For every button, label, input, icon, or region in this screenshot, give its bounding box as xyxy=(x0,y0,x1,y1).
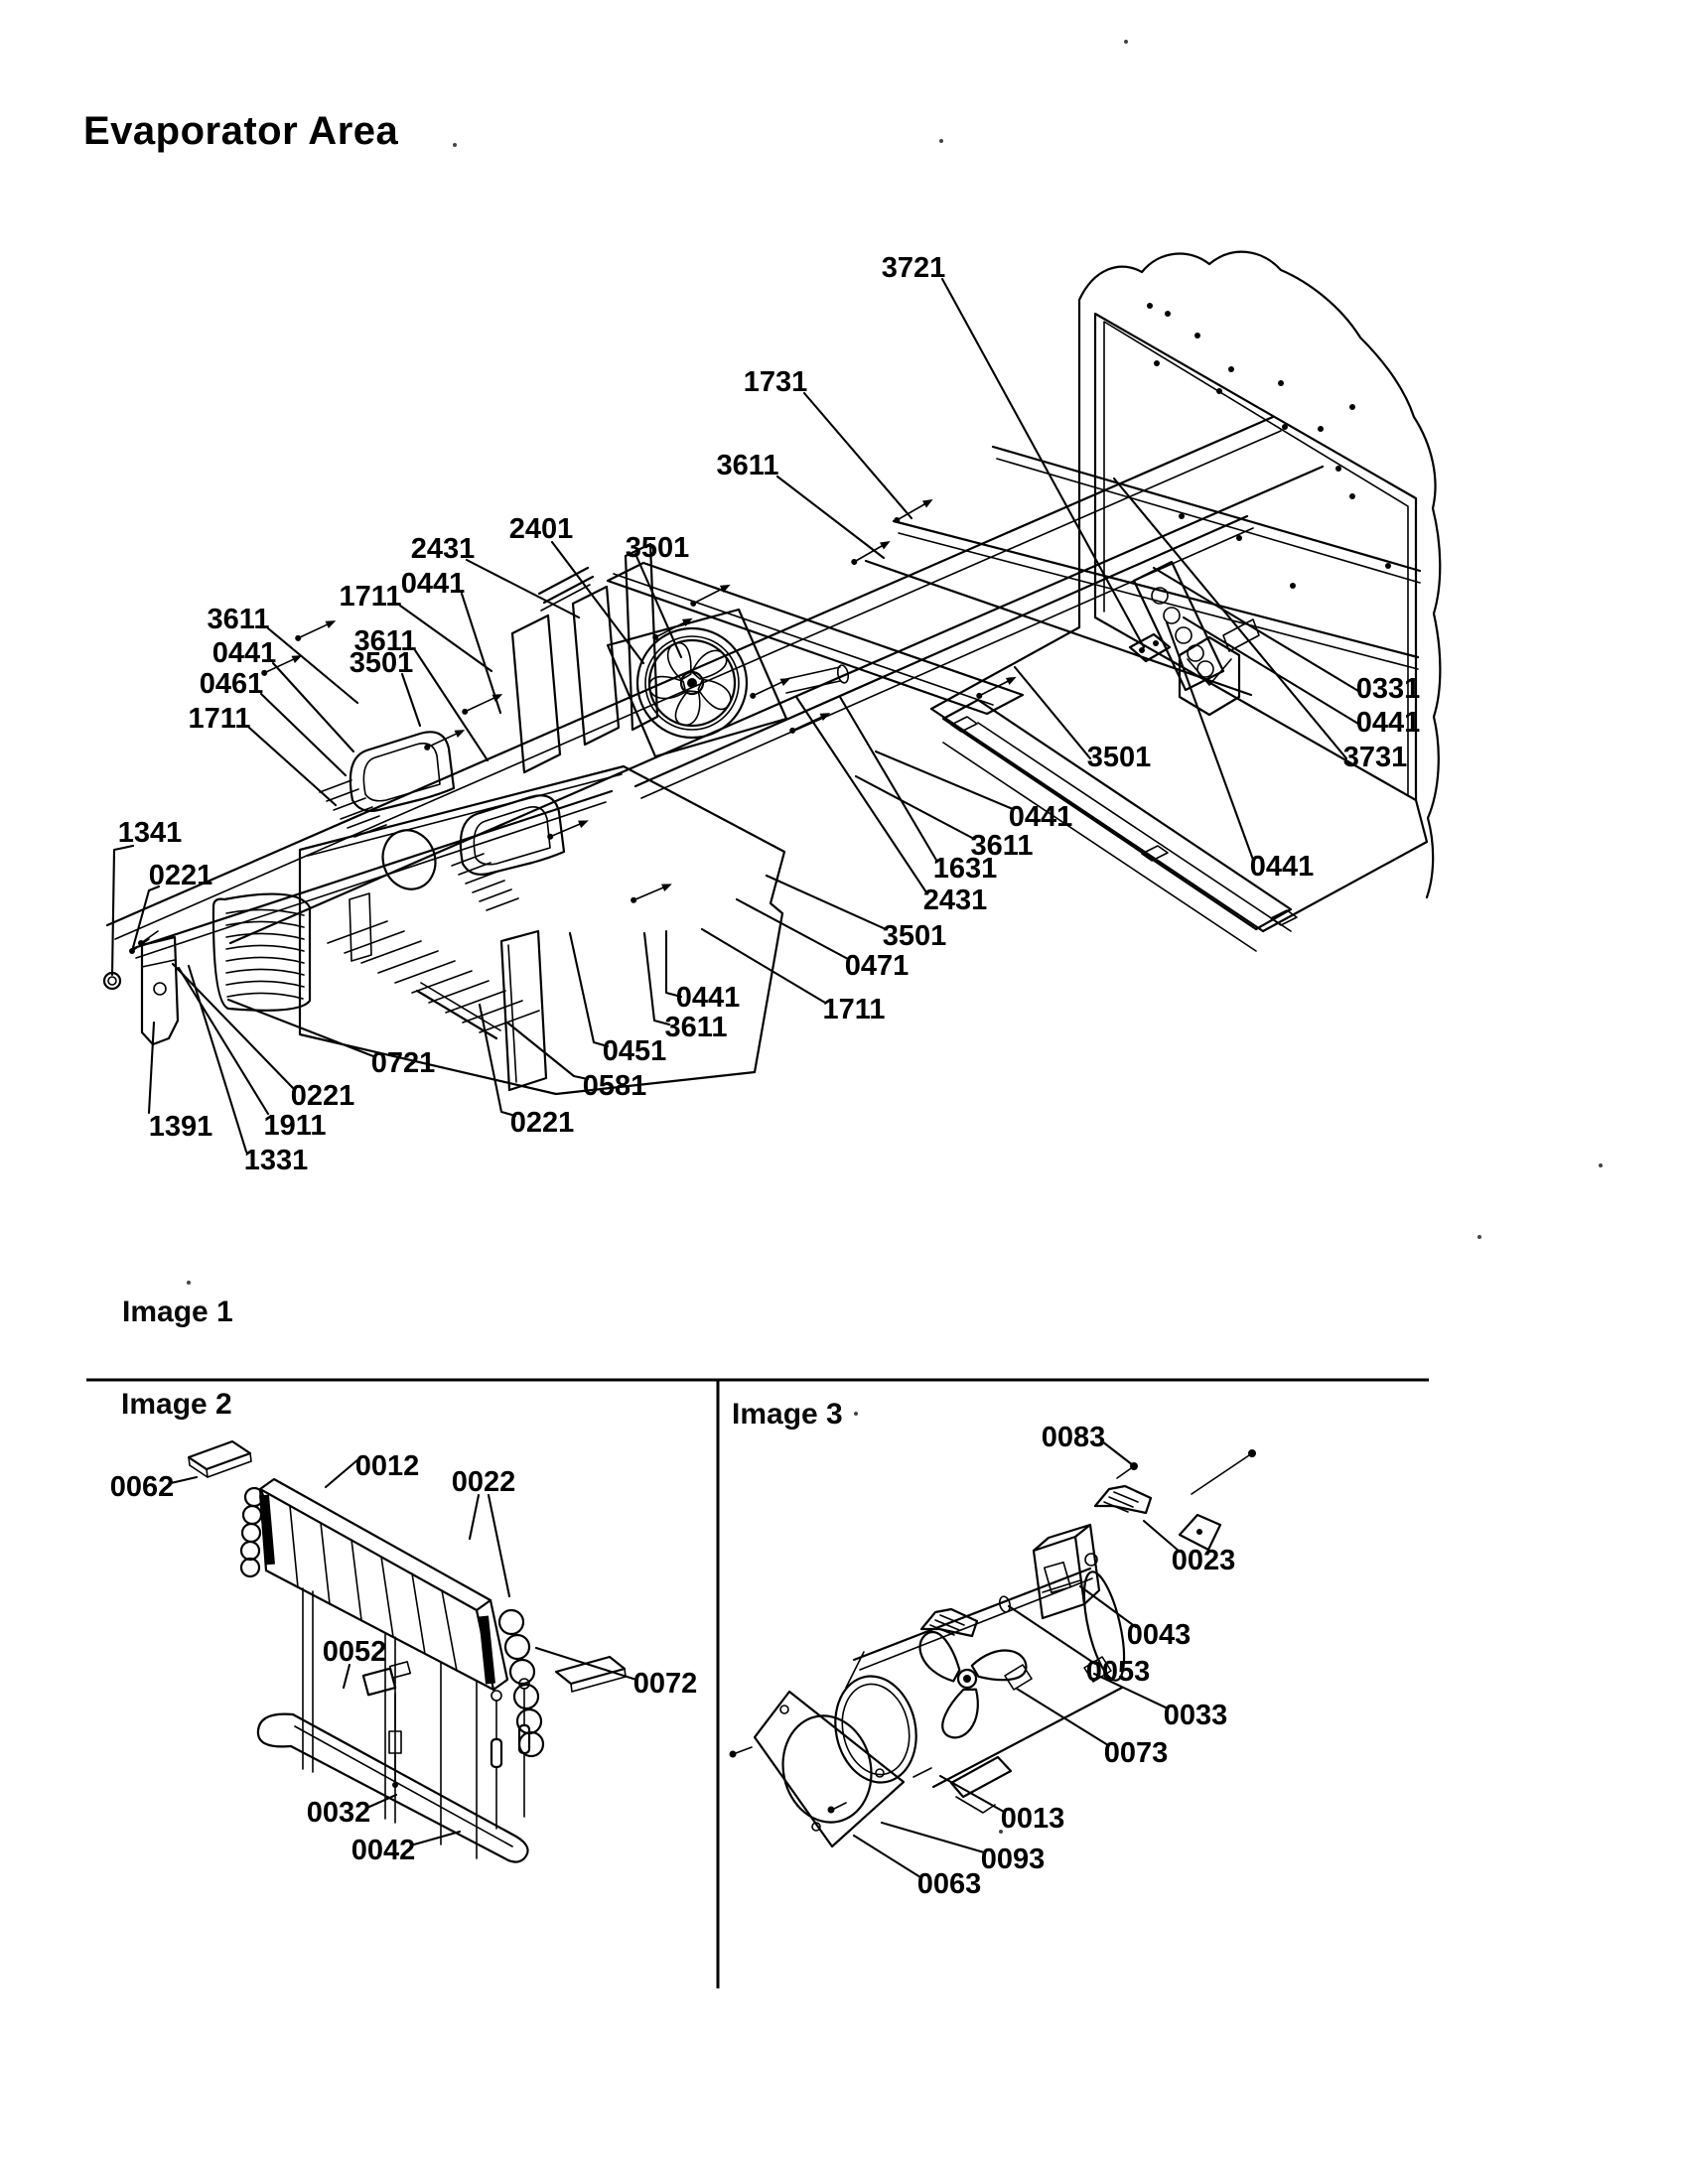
part-number-0441: 0441 xyxy=(1355,707,1421,739)
leader-line-2431 xyxy=(796,697,926,892)
part-number-1711: 1711 xyxy=(188,703,251,735)
part-number-0441: 0441 xyxy=(1008,801,1073,833)
leader-line-3501 xyxy=(1015,667,1090,758)
part-number-0441: 0441 xyxy=(1249,851,1315,883)
page-title: Evaporator Area xyxy=(83,109,399,153)
leader-line-0012 xyxy=(326,1459,358,1487)
fan-blade xyxy=(917,1628,1031,1743)
leader-line-0221 xyxy=(173,964,294,1089)
part-number-0221: 0221 xyxy=(148,860,213,891)
part-number-1341: 1341 xyxy=(117,817,183,849)
leader-line-1711 xyxy=(249,728,336,805)
leader-line-1341 xyxy=(112,846,133,975)
part-number-1711: 1711 xyxy=(339,581,402,613)
leader-line-3501 xyxy=(402,674,420,726)
part-number-3611: 3611 xyxy=(970,830,1034,862)
part-number-3731: 3731 xyxy=(1342,742,1408,773)
part-number-0093: 0093 xyxy=(980,1843,1046,1875)
part-number-0062: 0062 xyxy=(109,1471,175,1503)
leader-line-0022 xyxy=(489,1495,509,1596)
part-number-2401: 2401 xyxy=(508,513,574,545)
leader-line-0083 xyxy=(1102,1441,1133,1465)
part-number-0471: 0471 xyxy=(844,950,910,982)
part-number-0221: 0221 xyxy=(290,1080,355,1112)
part-number-0451: 0451 xyxy=(602,1035,667,1067)
leader-line-0063 xyxy=(854,1836,920,1877)
part-number-3501: 3501 xyxy=(882,920,947,952)
part-number-0221: 0221 xyxy=(509,1107,575,1139)
leader-line-0471 xyxy=(737,899,848,959)
leader-line-3731 xyxy=(1114,478,1346,758)
part-number-1391: 1391 xyxy=(148,1111,213,1143)
evaporator-cover-panel xyxy=(300,766,784,1094)
section-label-image3: Image 3 xyxy=(732,1398,843,1431)
part-number-3611: 3611 xyxy=(207,604,270,635)
part-number-3611: 3611 xyxy=(664,1012,728,1043)
leader-line-1731 xyxy=(804,393,912,518)
callout-layer xyxy=(110,252,1421,1900)
part-number-3611: 3611 xyxy=(353,625,417,657)
mid-duct-slab xyxy=(608,563,1023,714)
screw-hole-dots xyxy=(1147,303,1391,589)
part-number-0053: 0053 xyxy=(1085,1656,1151,1688)
leader-line-3501 xyxy=(767,876,886,929)
part-number-0033: 0033 xyxy=(1163,1700,1228,1731)
part-number-1331: 1331 xyxy=(243,1145,309,1176)
part-number-0012: 0012 xyxy=(354,1450,420,1482)
part-number-0721: 0721 xyxy=(370,1047,436,1079)
part-number-0581: 0581 xyxy=(582,1070,647,1102)
leader-line-1391 xyxy=(149,1023,154,1113)
part-number-0331: 0331 xyxy=(1355,673,1421,705)
leader-line-0032 xyxy=(369,1795,396,1807)
evaporator-assembly-art xyxy=(189,1441,626,1862)
leader-line-0441 xyxy=(876,751,1013,809)
capillary-tubes xyxy=(491,1679,529,1829)
part-number-0441: 0441 xyxy=(400,568,466,600)
part-number-0441: 0441 xyxy=(675,982,741,1014)
leader-line-0451 xyxy=(570,933,608,1046)
mounting-bracket xyxy=(1095,1486,1151,1513)
leader-line-3611 xyxy=(777,477,884,558)
part-number-2431: 2431 xyxy=(410,533,476,565)
leader-line-3721 xyxy=(942,279,1144,647)
side-bracket xyxy=(142,937,178,1044)
part-number-0073: 0073 xyxy=(1103,1737,1169,1769)
part-number-0032: 0032 xyxy=(306,1797,371,1829)
leader-line-0093 xyxy=(882,1823,984,1852)
part-number-3501: 3501 xyxy=(1086,742,1152,773)
part-number-0052: 0052 xyxy=(322,1636,387,1668)
part-number-0043: 0043 xyxy=(1126,1619,1192,1651)
leader-line-0042 xyxy=(414,1832,460,1844)
leader-line-0052 xyxy=(344,1665,350,1688)
leader-line-0072 xyxy=(536,1648,636,1680)
cover-plate-0062 xyxy=(189,1441,251,1477)
part-number-1711: 1711 xyxy=(822,994,886,1025)
defrost-thermostat xyxy=(363,1662,410,1788)
part-number-3501: 3501 xyxy=(349,647,414,679)
section-label-image1: Image 1 xyxy=(122,1296,233,1328)
leader-line-0441 xyxy=(1184,617,1358,724)
leader-line-1911 xyxy=(179,968,268,1114)
leader-line-0581 xyxy=(507,1023,588,1079)
leader-line-0441 xyxy=(273,663,353,751)
leader-line-0461 xyxy=(261,694,346,775)
part-number-1731: 1731 xyxy=(743,366,808,398)
part-number-1631: 1631 xyxy=(932,853,998,885)
part-number-0042: 0042 xyxy=(351,1835,416,1866)
leader-line-0022 xyxy=(470,1495,479,1539)
part-number-0441: 0441 xyxy=(211,637,277,669)
part-number-3611: 3611 xyxy=(716,450,779,481)
part-number-1911: 1911 xyxy=(263,1110,327,1142)
coil-loops-right xyxy=(499,1610,543,1756)
leader-line-3501 xyxy=(635,554,681,657)
cover-plate-0072 xyxy=(556,1657,626,1692)
part-number-3721: 3721 xyxy=(881,252,946,284)
part-number-0461: 0461 xyxy=(199,668,264,700)
cabinet-torn-edge xyxy=(1079,252,1440,897)
leader-line-2431 xyxy=(467,560,579,617)
part-number-0083: 0083 xyxy=(1041,1422,1106,1453)
part-number-0023: 0023 xyxy=(1171,1545,1236,1576)
part-number-2431: 2431 xyxy=(922,885,988,916)
section-label-image2: Image 2 xyxy=(121,1388,232,1421)
part-number-0022: 0022 xyxy=(451,1466,516,1498)
part-number-0072: 0072 xyxy=(632,1668,698,1700)
part-number-0013: 0013 xyxy=(1000,1803,1065,1835)
part-number-3501: 3501 xyxy=(625,532,690,564)
part-number-0063: 0063 xyxy=(916,1868,982,1900)
leader-line-0062 xyxy=(171,1477,197,1483)
